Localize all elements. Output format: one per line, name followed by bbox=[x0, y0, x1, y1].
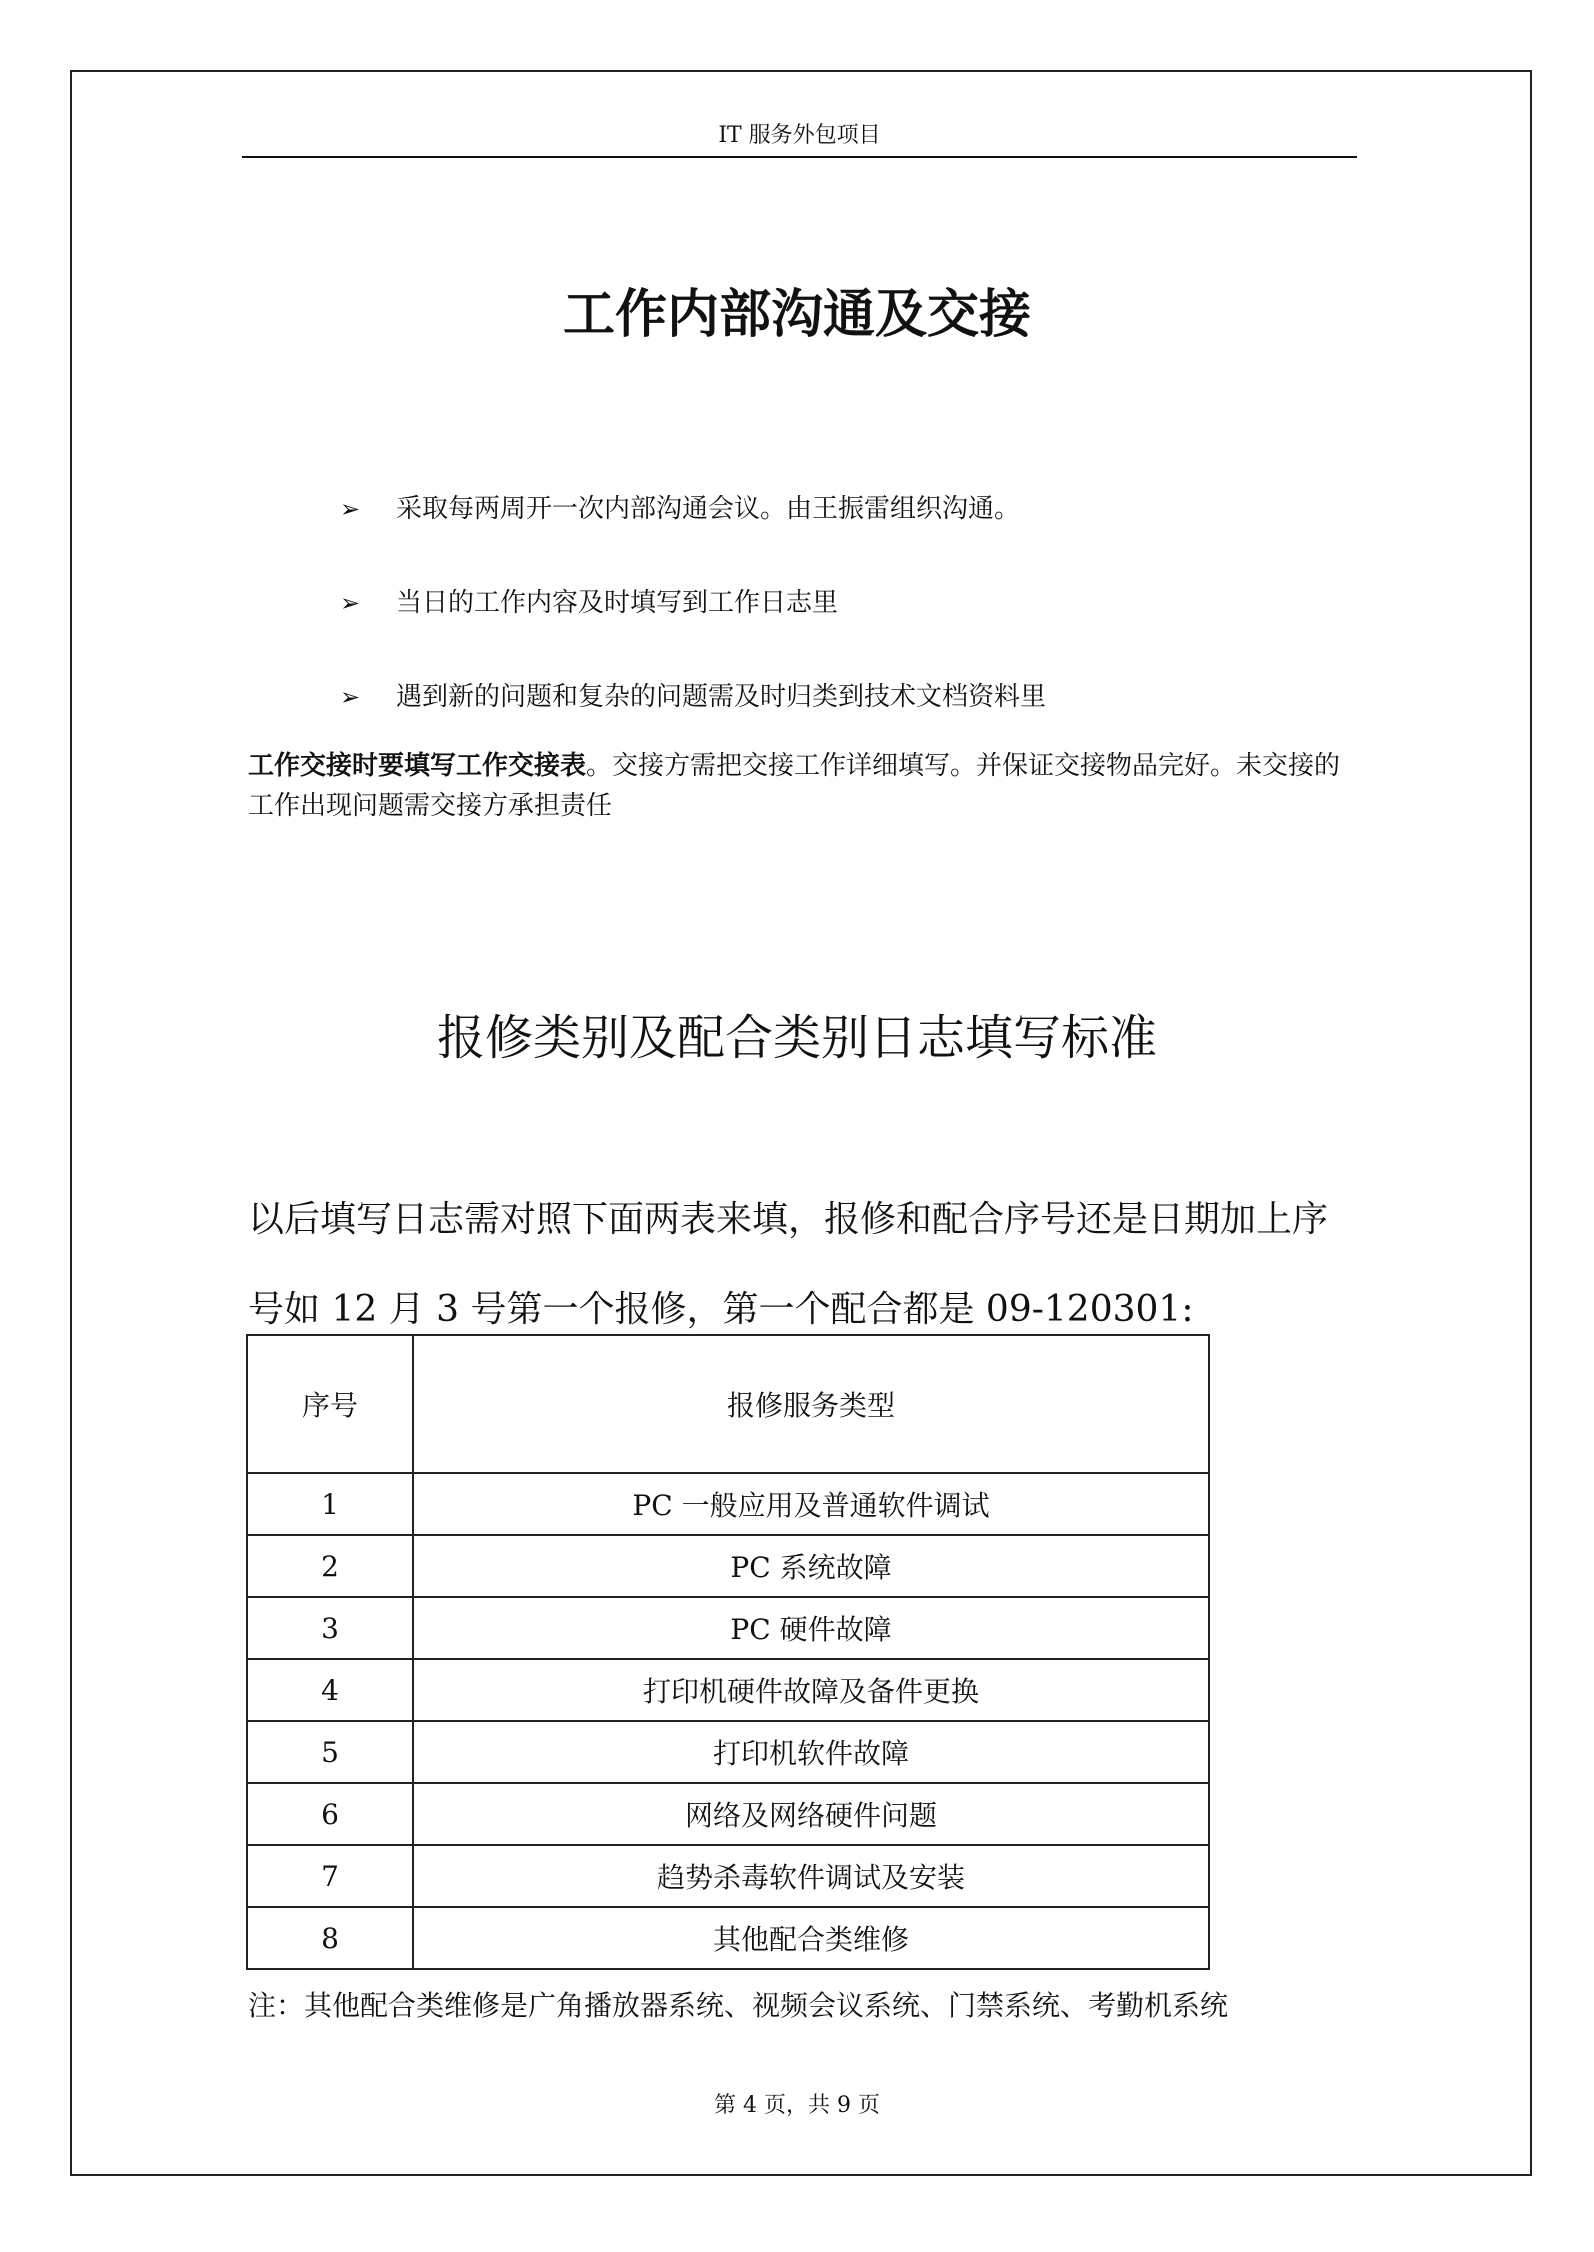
cell-no: 7 bbox=[247, 1845, 413, 1907]
page-footer: 第 4 页，共 9 页 bbox=[714, 2093, 880, 2118]
section-title-log-standard: 报修类别及配合类别日志填写标准 bbox=[436, 1010, 1157, 1066]
cell-type: 网络及网络硬件问题 bbox=[413, 1783, 1209, 1845]
bullet-text: 遇到新的问题和复杂的问题需及时归类到技术文档资料里 bbox=[396, 682, 1047, 712]
table-row bbox=[247, 1845, 1209, 1907]
table-row bbox=[247, 1659, 1209, 1721]
cell-no: 4 bbox=[247, 1659, 413, 1721]
table-row bbox=[247, 1783, 1209, 1845]
table-row bbox=[247, 1597, 1209, 1659]
cell-no: 8 bbox=[247, 1907, 413, 1969]
table-header-row bbox=[247, 1335, 1209, 1473]
arrow-bullet-icon: ➢ bbox=[340, 495, 361, 523]
cell-no: 6 bbox=[247, 1783, 413, 1845]
cell-no: 2 bbox=[247, 1535, 413, 1597]
cell-no: 3 bbox=[247, 1597, 413, 1659]
cell-type: PC 系统故障 bbox=[413, 1535, 1209, 1597]
cell-no: 5 bbox=[247, 1721, 413, 1783]
cell-type: PC 硬件故障 bbox=[413, 1597, 1209, 1659]
table-row bbox=[247, 1473, 1209, 1535]
arrow-bullet-icon: ➢ bbox=[340, 683, 361, 711]
bullet-item bbox=[340, 485, 1320, 579]
section-title-communication: 工作内部沟通及交接 bbox=[562, 285, 1031, 345]
cell-type: 打印机硬件故障及备件更换 bbox=[413, 1659, 1209, 1721]
cell-type: PC 一般应用及普通软件调试 bbox=[413, 1473, 1209, 1535]
handover-note-bold: 工作交接时要填写工作交接表 bbox=[248, 751, 587, 781]
bullet-list bbox=[340, 485, 1320, 767]
bullet-text: 当日的工作内容及时填写到工作日志里 bbox=[396, 588, 839, 618]
handover-note-text: 。交接方需把交接工作详细填写。并保证交接物品完好。未交接的工作出现问题需交接方承担责任 bbox=[248, 751, 1341, 821]
cell-no: 1 bbox=[247, 1473, 413, 1535]
intro-paragraph: 以后填写日志需对照下面两表来填，报修和配合序号还是日期加上序号如 12 月 3 号第一个报修，第一个配合都是 09-120301: bbox=[248, 1199, 1329, 1330]
header-type: 报修服务类型 bbox=[413, 1335, 1209, 1473]
bullet-item bbox=[340, 579, 1320, 673]
page-header: IT 服务外包项目 bbox=[242, 116, 1357, 158]
cell-type: 打印机软件故障 bbox=[413, 1721, 1209, 1783]
cell-type: 其他配合类维修 bbox=[413, 1907, 1209, 1969]
repair-type-table bbox=[246, 1334, 1210, 1970]
table-footnote: 注：其他配合类维修是广角播放器系统、视频会议系统、门禁系统、考勤机系统 bbox=[248, 1989, 1229, 2022]
arrow-bullet-icon: ➢ bbox=[340, 589, 361, 617]
table-row bbox=[247, 1535, 1209, 1597]
header-no: 序号 bbox=[247, 1335, 413, 1473]
cell-type: 趋势杀毒软件调试及安装 bbox=[413, 1845, 1209, 1907]
handover-note bbox=[248, 746, 1358, 826]
table-row bbox=[247, 1721, 1209, 1783]
bullet-text: 采取每两周开一次内部沟通会议。由王振雷组织沟通。 bbox=[396, 494, 1021, 524]
table-row bbox=[247, 1907, 1209, 1969]
